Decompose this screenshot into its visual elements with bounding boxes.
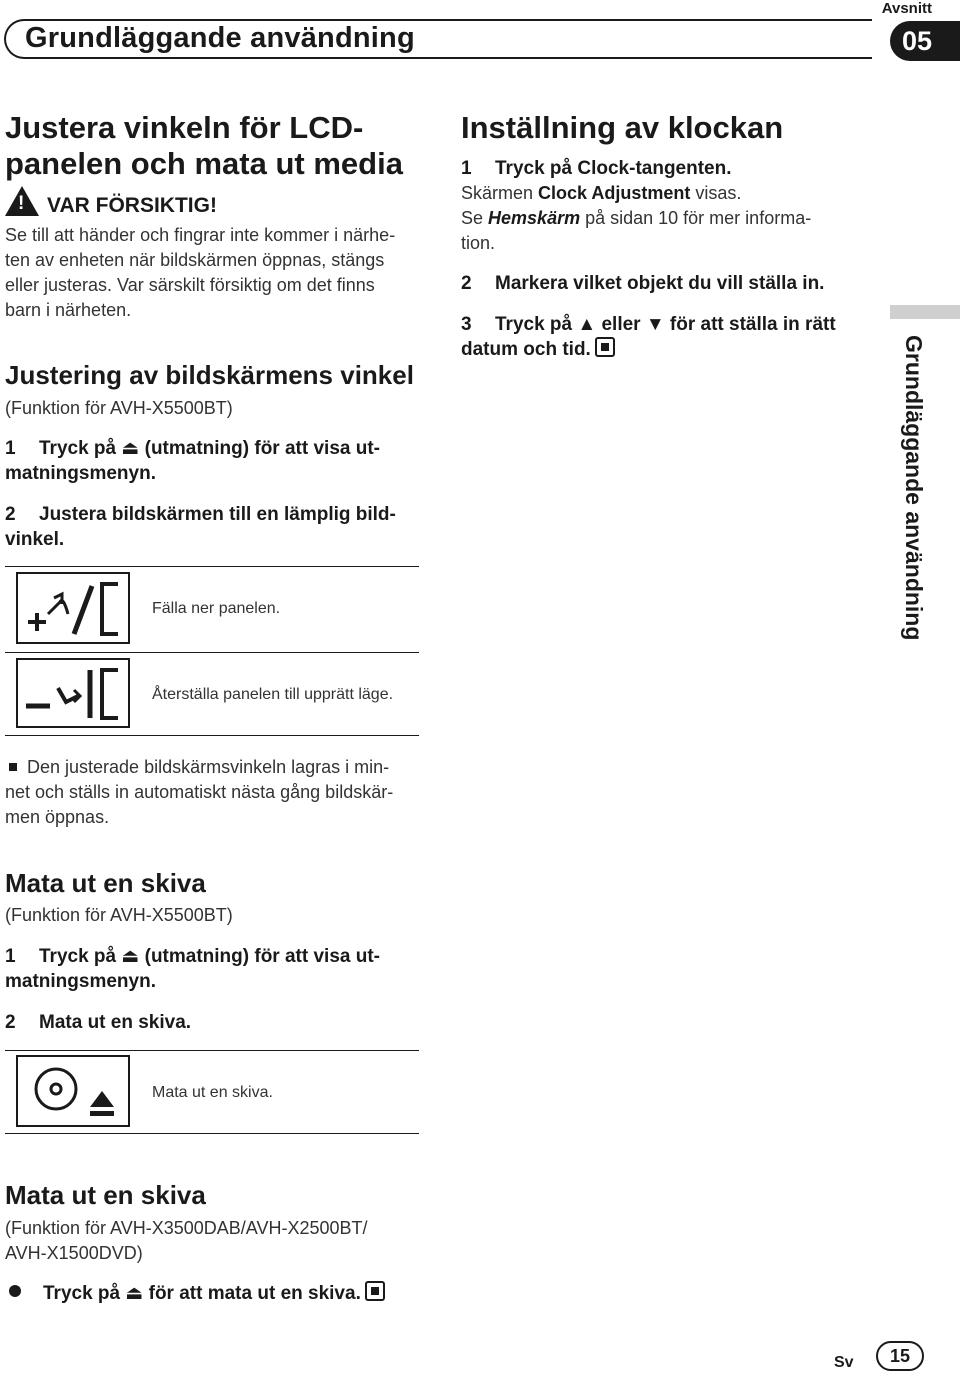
eject-caption: Mata ut en skiva.: [152, 1084, 273, 1101]
page-number: 15: [876, 1341, 924, 1371]
fold-caption: Fälla ner panelen.: [152, 600, 281, 617]
eject-heading-1: Mata ut en skiva: [5, 868, 206, 898]
language-code: Sv: [834, 1354, 854, 1371]
table-top-rule: [5, 566, 419, 567]
warning-icon: [5, 186, 39, 216]
table-mid-rule: [5, 652, 419, 653]
main-heading: Justera vinkeln för LCD- panelen och mata ut media: [5, 110, 403, 181]
eject-model-note-1: (Funktion för AVH-X5500BT): [5, 905, 233, 925]
end-mark-icon: [595, 337, 615, 357]
clock-step-3: 3 Tryck på ▲ eller ▼ för att ställa in rätt datum och tid.: [461, 314, 836, 360]
page-title: Grundläggande användning: [25, 22, 415, 54]
angle-model-note: (Funktion för AVH-X5500BT): [5, 398, 233, 418]
eject-step-1: 1 Tryck på ⏏ (utmatning) för att visa ut- matningsmenyn.: [5, 946, 380, 992]
clock-heading: Inställning av klockan: [461, 110, 784, 145]
eject-table-bottom-rule: [5, 1133, 419, 1134]
round-bullet-icon: [9, 1285, 21, 1297]
fold-panel-icon: [16, 572, 130, 644]
end-mark-icon: [365, 1281, 385, 1301]
restore-caption: Återställa panelen till upprätt läge.: [152, 686, 394, 703]
eject-step-2: 2 Mata ut en skiva.: [5, 1012, 192, 1033]
side-tab-bar: [890, 305, 960, 319]
clock-step-1-text: Skärmen Clock Adjustment visas. Se Hemskärm på sidan 10 för mer informa- tion.: [461, 183, 812, 253]
side-tab-label: Grundläggande användning: [901, 335, 927, 641]
angle-heading: Justering av bildskärmens vinkel: [5, 360, 414, 390]
note-text: Den justerade bildskärmsvinkeln lagras i min- net och ställs in automatiskt nästa gång bildskär- men öppnas.: [5, 757, 394, 827]
eject-disc-icon: [16, 1055, 130, 1127]
clock-step-2: 2 Markera vilket objekt du vill ställa in.: [461, 273, 825, 294]
table-bottom-rule: [5, 735, 419, 736]
eject-bullet-step: Tryck på ⏏ för att mata ut en skiva.: [5, 1281, 385, 1306]
warning-heading: !VAR FÖRSIKTIG!: [5, 186, 217, 222]
eject-model-note-2: (Funktion för AVH-X3500DAB/AVH-X2500BT/ AVH-X1500DVD): [5, 1218, 368, 1263]
eject-heading-2: Mata ut en skiva: [5, 1180, 206, 1210]
section-number-badge: 05: [890, 21, 960, 61]
section-label: Avsnitt: [881, 0, 932, 17]
angle-step-2: 2 Justera bildskärmen till en lämplig bild- vinkel.: [5, 504, 396, 550]
restore-panel-icon: [16, 658, 130, 728]
clock-step-1: 1 Tryck på Clock-tangenten.: [461, 158, 732, 179]
note-bullet-icon: [9, 763, 17, 771]
warning-text: Se till att händer och fingrar inte kommer i närhe- ten av enheten när bildskärmen öppnas, stängs eller justeras. Var särskilt försiktig om det finns barn i närheten.: [5, 225, 396, 320]
eject-table-top-rule: [5, 1050, 419, 1051]
angle-step-1: 1 Tryck på ⏏ (utmatning) för att visa ut- matningsmenyn.: [5, 438, 380, 484]
